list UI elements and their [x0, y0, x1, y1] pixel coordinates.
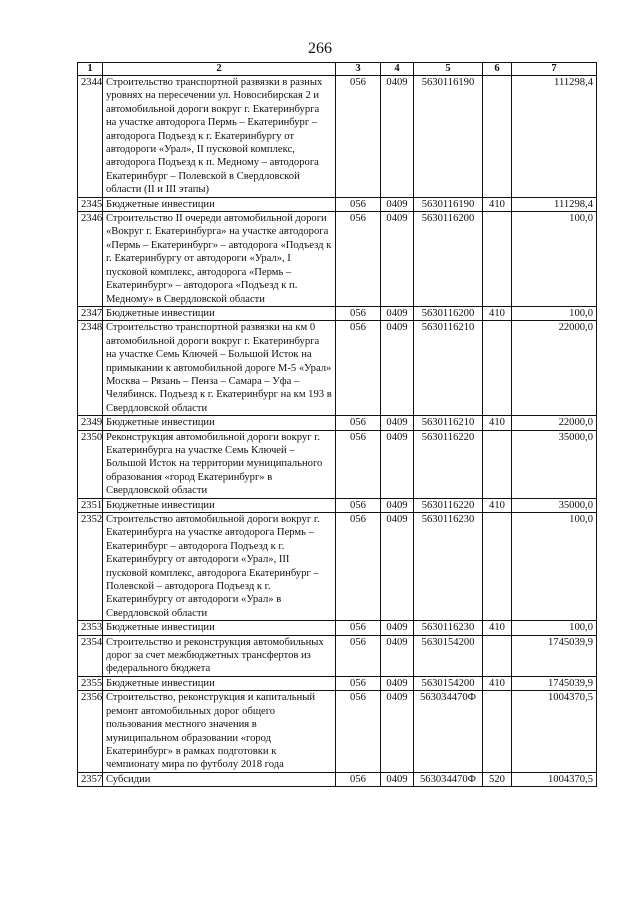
row-section-code: 0409 — [381, 635, 414, 676]
row-number: 2356 — [78, 691, 103, 772]
row-section-code: 0409 — [381, 772, 414, 786]
row-amount: 111298,4 — [512, 197, 597, 211]
row-name: Строительство II очереди автомобильной дороги «Вокруг г. Екатеринбурга» на участке автодорога «Пермь – Екатеринбург» – автодорога «Подъезд к г. Екатеринбургу от автодороги «Урал», I пусковой комплекс, автодорога «Пермь – Екатеринбург» – автодорога «Подъезд к п. Медному» в Свердловской области — [103, 212, 336, 307]
row-target-code: 5630116190 — [414, 76, 483, 198]
row-target-code: 5630154200 — [414, 635, 483, 676]
row-target-code: 5630116200 — [414, 212, 483, 307]
row-expense-type: 410 — [483, 416, 512, 430]
col-header-3: 3 — [336, 63, 381, 76]
row-section-code: 0409 — [381, 76, 414, 198]
row-name: Строительство транспортной развязки в разных уровнях на пересечении ул. Новосибирская 2 и автомобильной дороги вокруг г. Екатеринбурга на участке автодорога Пермь – Екатеринбург – автодорога Подъезд к г. Екатеринбургу от автодороги «Урал», II пусковой комплекс, автодорога Подъезд к п. Медному – автодорога Екатеринбург – Полевской в Свердловской области (II и III этапы) — [103, 76, 336, 198]
table-row — [78, 321, 597, 416]
row-amount: 22000,0 — [512, 416, 597, 430]
table-row — [78, 513, 597, 621]
row-number: 2354 — [78, 635, 103, 676]
row-target-code: 5630116200 — [414, 306, 483, 320]
row-section-code: 0409 — [381, 676, 414, 690]
row-admin-code: 056 — [336, 635, 381, 676]
row-amount: 22000,0 — [512, 321, 597, 416]
row-target-code: 5630116210 — [414, 321, 483, 416]
row-name: Бюджетные инвестиции — [103, 676, 336, 690]
table-row — [78, 676, 597, 690]
col-header-5: 5 — [414, 63, 483, 76]
row-target-code: 5630116230 — [414, 513, 483, 621]
row-number: 2357 — [78, 772, 103, 786]
row-expense-type: 410 — [483, 498, 512, 512]
row-expense-type: 520 — [483, 772, 512, 786]
row-expense-type: 410 — [483, 621, 512, 635]
table-row — [78, 635, 597, 676]
row-amount: 35000,0 — [512, 498, 597, 512]
row-name: Строительство и реконструкция автомобильных дорог за счет межбюджетных трансфертов из федерального бюджета — [103, 635, 336, 676]
table-row — [78, 691, 597, 772]
row-amount: 1004370,5 — [512, 691, 597, 772]
row-name: Строительство, реконструкция и капитальный ремонт автомобильных дорог общего пользования местного значения в муниципальном образовании «город Екатеринбург» в рамках подготовки к чемпионату мира по футболу 2018 года — [103, 691, 336, 772]
row-name: Строительство автомобильной дороги вокруг г. Екатеринбурга на участке автодорога Пермь – Екатеринбург – автодорога Подъезд к г. Екатеринбургу от автодороги «Урал», III пусковой комплекс, автодорога Екатеринбург – Полевской – автодорога Подъезд к г. Екатеринбургу от автодороги «Урал» в Свердловской области — [103, 513, 336, 621]
header-row — [78, 63, 597, 76]
row-admin-code: 056 — [336, 513, 381, 621]
row-amount: 100,0 — [512, 306, 597, 320]
table-row — [78, 772, 597, 786]
row-amount: 100,0 — [512, 621, 597, 635]
table-row — [78, 197, 597, 211]
row-number: 2350 — [78, 430, 103, 498]
row-admin-code: 056 — [336, 430, 381, 498]
row-amount: 1745039,9 — [512, 635, 597, 676]
row-number: 2346 — [78, 212, 103, 307]
row-admin-code: 056 — [336, 416, 381, 430]
row-name: Реконструкция автомобильной дороги вокруг г. Екатеринбурга на участке Семь Ключей – Большой Исток на территории муниципального образования «город Екатеринбург» в Свердловской области — [103, 430, 336, 498]
row-target-code: 5630116210 — [414, 416, 483, 430]
col-header-2: 2 — [103, 63, 336, 76]
col-header-7: 7 — [512, 63, 597, 76]
budget-table — [77, 62, 597, 787]
row-section-code: 0409 — [381, 621, 414, 635]
row-number: 2347 — [78, 306, 103, 320]
row-name: Субсидии — [103, 772, 336, 786]
row-admin-code: 056 — [336, 676, 381, 690]
row-amount: 1745039,9 — [512, 676, 597, 690]
row-target-code: 5630116220 — [414, 430, 483, 498]
row-expense-type — [483, 691, 512, 772]
row-name: Бюджетные инвестиции — [103, 621, 336, 635]
row-admin-code: 056 — [336, 321, 381, 416]
row-name: Бюджетные инвестиции — [103, 197, 336, 211]
row-number: 2353 — [78, 621, 103, 635]
row-target-code: 5630116220 — [414, 498, 483, 512]
row-admin-code: 056 — [336, 76, 381, 198]
row-admin-code: 056 — [336, 772, 381, 786]
row-section-code: 0409 — [381, 498, 414, 512]
row-number: 2351 — [78, 498, 103, 512]
row-name: Строительство транспортной развязки на км 0 автомобильной дороги вокруг г. Екатеринбурга на участке Семь Ключей – Большой Исток на примыкании к автомобильной дороге М-5 «Урал» Москва – Рязань – Пенза – Самара – Уфа – Челябинск. Подъезд к г. Екатеринбург на км 193 в Свердловской области — [103, 321, 336, 416]
row-name: Бюджетные инвестиции — [103, 416, 336, 430]
row-expense-type — [483, 635, 512, 676]
row-expense-type — [483, 212, 512, 307]
table-row — [78, 212, 597, 307]
row-section-code: 0409 — [381, 306, 414, 320]
table-row — [78, 621, 597, 635]
row-expense-type — [483, 513, 512, 621]
row-expense-type — [483, 76, 512, 198]
row-section-code: 0409 — [381, 430, 414, 498]
row-expense-type: 410 — [483, 197, 512, 211]
row-expense-type — [483, 430, 512, 498]
row-number: 2344 — [78, 76, 103, 198]
row-section-code: 0409 — [381, 321, 414, 416]
table-row — [78, 498, 597, 512]
row-admin-code: 056 — [336, 212, 381, 307]
row-amount: 1004370,5 — [512, 772, 597, 786]
table-row — [78, 306, 597, 320]
col-header-6: 6 — [483, 63, 512, 76]
col-header-4: 4 — [381, 63, 414, 76]
row-target-code: 563034470Ф — [414, 772, 483, 786]
row-number: 2349 — [78, 416, 103, 430]
row-name: Бюджетные инвестиции — [103, 498, 336, 512]
row-amount: 35000,0 — [512, 430, 597, 498]
row-target-code: 5630116230 — [414, 621, 483, 635]
row-admin-code: 056 — [336, 691, 381, 772]
col-header-1: 1 — [78, 63, 103, 76]
row-admin-code: 056 — [336, 498, 381, 512]
row-section-code: 0409 — [381, 691, 414, 772]
row-section-code: 0409 — [381, 513, 414, 621]
row-amount: 111298,4 — [512, 76, 597, 198]
row-target-code: 5630154200 — [414, 676, 483, 690]
row-section-code: 0409 — [381, 212, 414, 307]
row-admin-code: 056 — [336, 306, 381, 320]
table-row — [78, 76, 597, 198]
page-number: 266 — [308, 40, 332, 57]
row-number: 2348 — [78, 321, 103, 416]
row-expense-type: 410 — [483, 676, 512, 690]
row-target-code: 5630116190 — [414, 197, 483, 211]
row-amount: 100,0 — [512, 212, 597, 307]
row-target-code: 563034470Ф — [414, 691, 483, 772]
row-number: 2352 — [78, 513, 103, 621]
row-expense-type — [483, 321, 512, 416]
row-admin-code: 056 — [336, 197, 381, 211]
row-number: 2355 — [78, 676, 103, 690]
row-name: Бюджетные инвестиции — [103, 306, 336, 320]
row-section-code: 0409 — [381, 197, 414, 211]
row-amount: 100,0 — [512, 513, 597, 621]
row-admin-code: 056 — [336, 621, 381, 635]
table-row — [78, 416, 597, 430]
row-number: 2345 — [78, 197, 103, 211]
row-expense-type: 410 — [483, 306, 512, 320]
table-row — [78, 430, 597, 498]
row-section-code: 0409 — [381, 416, 414, 430]
